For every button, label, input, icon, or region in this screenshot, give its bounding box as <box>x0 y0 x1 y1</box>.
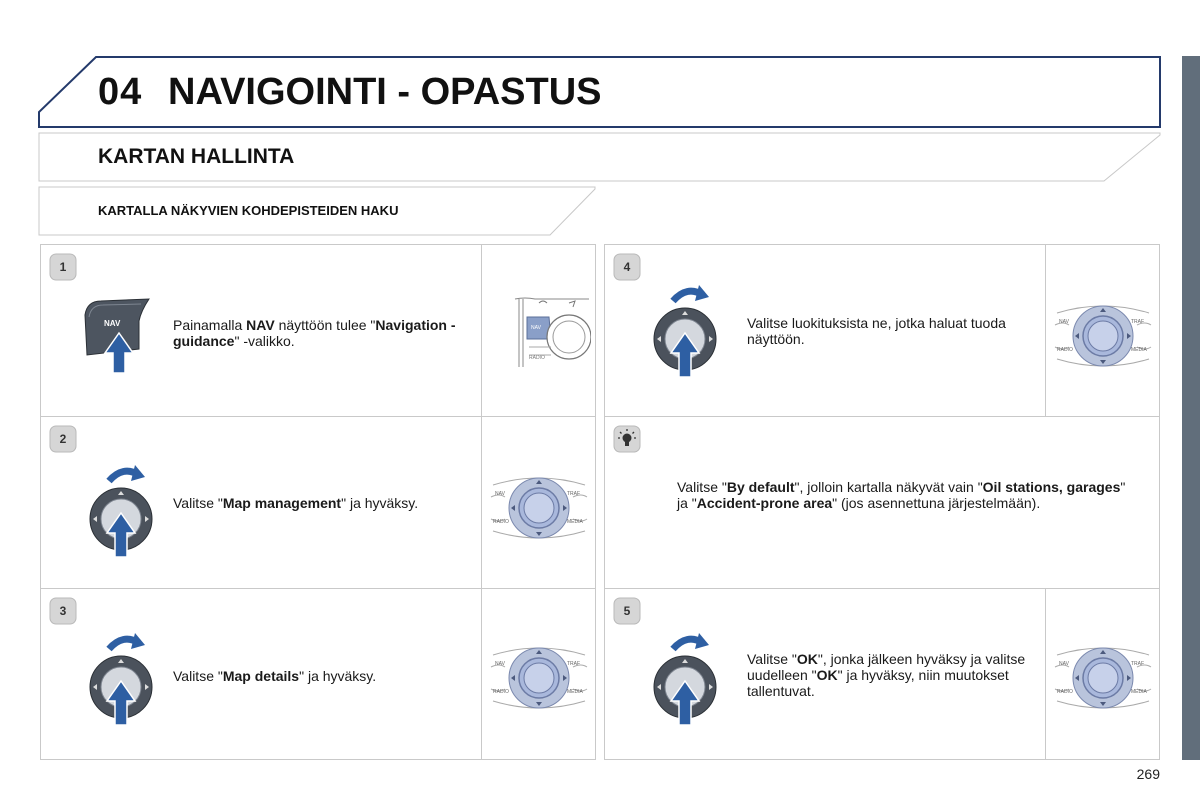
dashboard-nav-button-icon: NAV RADIO <box>511 295 591 371</box>
text-run: Valitse " <box>677 479 727 495</box>
text-run: Valitse " <box>173 668 223 684</box>
bold-term: OK <box>816 667 838 683</box>
text-run: Valitse luokituksista ne, jotka haluat tuoda näyttöön. <box>747 315 1006 347</box>
section-title: KARTAN HALLINTA <box>98 145 295 168</box>
step-badge: 5 <box>613 597 641 625</box>
step-text <box>747 315 1017 347</box>
step-panel-3 <box>40 588 596 760</box>
step-badge: 4 <box>613 253 641 281</box>
bold-term: Navigation - guidance <box>173 317 456 349</box>
step-badge: 2 <box>49 425 77 453</box>
bold-term: By default <box>726 479 795 495</box>
text-run: " ja hyväksy, niin muutokset tallentuvat. <box>747 667 1009 699</box>
step-text <box>173 495 473 511</box>
bold-term: NAV <box>246 317 275 333</box>
step-badge: 3 <box>49 597 77 625</box>
text-run: ", jonka jälkeen hyväksy ja valitse uudelleen " <box>747 651 1026 683</box>
step-panel-2 <box>40 416 596 589</box>
step-text <box>747 651 1037 699</box>
text-run: Painamalla <box>173 317 247 333</box>
step-panel-1 <box>40 244 596 417</box>
text-run: " (jos asennettuna järjestelmään). <box>832 495 1041 511</box>
bold-term: Oil stations, garages <box>982 479 1121 495</box>
side-chapter-tab <box>1182 56 1200 760</box>
page-number: 269 <box>1136 766 1160 782</box>
text-run: " ja " <box>677 479 1126 511</box>
text-run: Valitse " <box>747 651 797 667</box>
control-panel-knob-icon: NAV TRAF RADIO MEDIA <box>489 637 589 719</box>
chapter-number: 04 <box>98 71 143 113</box>
rotary-knob-press-icon <box>83 461 159 561</box>
text-run: Valitse " <box>173 495 223 511</box>
step-text <box>173 668 473 684</box>
tip-badge <box>613 425 641 453</box>
rotary-knob-press-icon <box>647 629 723 729</box>
text-run: " -valikko. <box>234 333 295 349</box>
step-panel-5 <box>604 588 1160 760</box>
control-panel-knob-icon: NAV TRAF RADIO MEDIA <box>1053 295 1153 377</box>
bold-term: Map details <box>222 668 300 684</box>
rotary-knob-press-icon <box>647 281 723 381</box>
control-panel-knob-icon: NAV TRAF RADIO MEDIA <box>1053 637 1153 719</box>
subsection-title: KARTALLA NÄKYVIEN KOHDEPISTEIDEN HAKU <box>98 203 399 218</box>
bold-term: OK <box>796 651 818 667</box>
tip-panel <box>604 416 1160 589</box>
bold-term: Map management <box>222 495 342 511</box>
text-run: " ja hyväksy. <box>299 668 377 684</box>
step-badge: 1 <box>49 253 77 281</box>
rotary-knob-press-icon <box>83 629 159 729</box>
step-panel-4 <box>604 244 1160 417</box>
text-run: näyttöön tulee " <box>274 317 376 333</box>
text-run: ", jolloin kartalla näkyvät vain " <box>794 479 983 495</box>
step-text <box>173 317 463 349</box>
chapter-title: NAVIGOINTI - OPASTUS <box>168 71 602 113</box>
tip-text <box>677 479 1137 511</box>
text-run: " ja hyväksy. <box>341 495 419 511</box>
bold-term: Accident-prone area <box>696 495 833 511</box>
control-panel-knob-icon: NAV TRAF RADIO MEDIA <box>489 467 589 549</box>
nav-button-press-icon: NAV <box>79 297 159 377</box>
